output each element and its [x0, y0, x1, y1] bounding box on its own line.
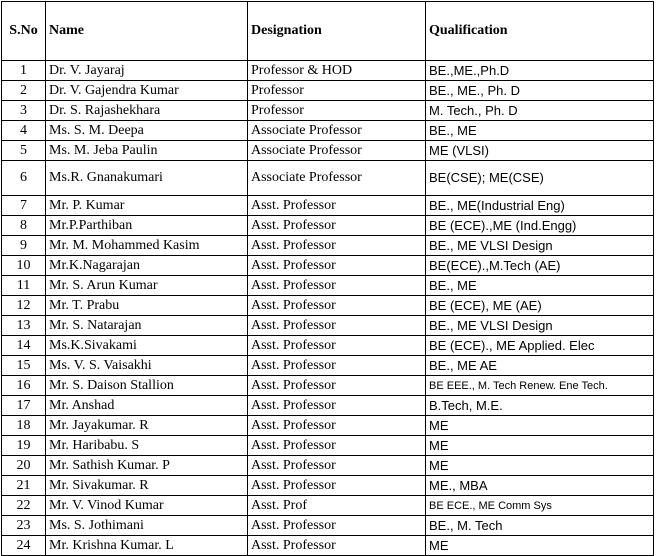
- faculty-table: [1, 1, 654, 556]
- cell-sno: 3: [2, 101, 46, 121]
- cell-designation: Asst. Professor: [248, 356, 426, 376]
- cell-qualification: BE., ME., Ph. D: [426, 81, 654, 101]
- cell-sno: 14: [2, 336, 46, 356]
- table-row: [2, 516, 654, 536]
- table-header: [2, 2, 654, 61]
- cell-sno: 16: [2, 376, 46, 396]
- cell-qualification: BE.,ME.,Ph.D: [426, 61, 654, 81]
- cell-sno: 12: [2, 296, 46, 316]
- table-row: [2, 336, 654, 356]
- cell-name: Dr. S. Rajashekhara: [46, 101, 248, 121]
- cell-name: Mr. P. Kumar: [46, 196, 248, 216]
- cell-sno: 7: [2, 196, 46, 216]
- cell-qualification: BE., ME: [426, 276, 654, 296]
- table-row: [2, 536, 654, 556]
- cell-name: Mr. S. Natarajan: [46, 316, 248, 336]
- cell-name: Mr. S. Arun Kumar: [46, 276, 248, 296]
- cell-sno: 22: [2, 496, 46, 516]
- cell-name: Mr. Anshad: [46, 396, 248, 416]
- cell-name: Mr. Sathish Kumar. P: [46, 456, 248, 476]
- cell-qualification: ME: [426, 536, 654, 556]
- cell-sno: 13: [2, 316, 46, 336]
- table-row: [2, 81, 654, 101]
- cell-name: Ms. S. Jothimani: [46, 516, 248, 536]
- cell-name: Mr. T. Prabu: [46, 296, 248, 316]
- cell-name: Mr.P.Parthiban: [46, 216, 248, 236]
- cell-name: Mr. Sivakumar. R: [46, 476, 248, 496]
- table-row: [2, 316, 654, 336]
- cell-sno: 18: [2, 416, 46, 436]
- cell-sno: 8: [2, 216, 46, 236]
- cell-name: Ms. S. M. Deepa: [46, 121, 248, 141]
- cell-designation: Asst. Professor: [248, 196, 426, 216]
- cell-qualification: M. Tech., Ph. D: [426, 101, 654, 121]
- table-row: [2, 196, 654, 216]
- cell-qualification: BE ECE., ME Comm Sys: [426, 496, 654, 516]
- cell-designation: Professor & HOD: [248, 61, 426, 81]
- cell-sno: 11: [2, 276, 46, 296]
- cell-designation: Professor: [248, 81, 426, 101]
- cell-designation: Asst. Professor: [248, 436, 426, 456]
- cell-qualification: BE., M. Tech: [426, 516, 654, 536]
- cell-sno: 19: [2, 436, 46, 456]
- cell-sno: 20: [2, 456, 46, 476]
- cell-qualification: ME (VLSI): [426, 141, 654, 161]
- cell-name: Mr. Jayakumar. R: [46, 416, 248, 436]
- cell-sno: 24: [2, 536, 46, 556]
- cell-name: Ms. M. Jeba Paulin: [46, 141, 248, 161]
- cell-qualification: BE., ME VLSI Design: [426, 316, 654, 336]
- cell-qualification: BE(ECE).,M.Tech (AE): [426, 256, 654, 276]
- cell-designation: Asst. Professor: [248, 296, 426, 316]
- cell-name: Ms.R. Gnanakumari: [46, 161, 248, 196]
- table-row: [2, 256, 654, 276]
- table-row: [2, 161, 654, 196]
- cell-designation: Associate Professor: [248, 161, 426, 196]
- cell-qualification: BE (ECE), ME (AE): [426, 296, 654, 316]
- cell-designation: Asst. Professor: [248, 256, 426, 276]
- cell-qualification: BE EEE., M. Tech Renew. Ene Tech.: [426, 376, 654, 396]
- header-name: Name: [46, 2, 248, 61]
- table-row: [2, 376, 654, 396]
- cell-qualification: ME: [426, 456, 654, 476]
- cell-name: Ms. V. S. Vaisakhi: [46, 356, 248, 376]
- cell-sno: 10: [2, 256, 46, 276]
- cell-designation: Asst. Professor: [248, 416, 426, 436]
- cell-sno: 15: [2, 356, 46, 376]
- cell-designation: Asst. Professor: [248, 236, 426, 256]
- cell-qualification: BE., ME AE: [426, 356, 654, 376]
- table-row: [2, 61, 654, 81]
- table-row: [2, 236, 654, 256]
- table-row: [2, 496, 654, 516]
- header-row: [2, 2, 654, 61]
- table-row: [2, 456, 654, 476]
- cell-designation: Asst. Professor: [248, 336, 426, 356]
- cell-name: Mr. Krishna Kumar. L: [46, 536, 248, 556]
- cell-name: Mr. V. Vinod Kumar: [46, 496, 248, 516]
- cell-designation: Asst. Professor: [248, 536, 426, 556]
- cell-sno: 2: [2, 81, 46, 101]
- cell-designation: Asst. Professor: [248, 456, 426, 476]
- table-row: [2, 396, 654, 416]
- table-row: [2, 356, 654, 376]
- cell-sno: 4: [2, 121, 46, 141]
- cell-name: Mr. Haribabu. S: [46, 436, 248, 456]
- table-row: [2, 101, 654, 121]
- cell-qualification: ME: [426, 436, 654, 456]
- cell-designation: Asst. Professor: [248, 376, 426, 396]
- table-body: [2, 61, 654, 556]
- cell-qualification: BE., ME: [426, 121, 654, 141]
- cell-sno: 23: [2, 516, 46, 536]
- cell-qualification: BE(CSE); ME(CSE): [426, 161, 654, 196]
- cell-sno: 17: [2, 396, 46, 416]
- cell-name: Mr.K.Nagarajan: [46, 256, 248, 276]
- header-designation: Designation: [248, 2, 426, 61]
- table-row: [2, 476, 654, 496]
- cell-qualification: BE., ME(Industrial Eng): [426, 196, 654, 216]
- cell-qualification: B.Tech, M.E.: [426, 396, 654, 416]
- header-qualification: Qualification: [426, 2, 654, 61]
- table-row: [2, 416, 654, 436]
- table-row: [2, 216, 654, 236]
- cell-name: Dr. V. Jayaraj: [46, 61, 248, 81]
- cell-sno: 1: [2, 61, 46, 81]
- cell-designation: Asst. Prof: [248, 496, 426, 516]
- cell-designation: Professor: [248, 101, 426, 121]
- cell-qualification: BE (ECE)., ME Applied. Elec: [426, 336, 654, 356]
- cell-qualification: BE., ME VLSI Design: [426, 236, 654, 256]
- cell-name: Mr. S. Daison Stallion: [46, 376, 248, 396]
- cell-sno: 6: [2, 161, 46, 196]
- table-row: [2, 436, 654, 456]
- cell-qualification: ME: [426, 416, 654, 436]
- table-row: [2, 121, 654, 141]
- cell-designation: Asst. Professor: [248, 396, 426, 416]
- cell-designation: Asst. Professor: [248, 476, 426, 496]
- cell-sno: 9: [2, 236, 46, 256]
- cell-designation: Asst. Professor: [248, 216, 426, 236]
- cell-qualification: ME., MBA: [426, 476, 654, 496]
- cell-name: Mr. M. Mohammed Kasim: [46, 236, 248, 256]
- header-sno: S.No: [2, 2, 46, 61]
- table-row: [2, 276, 654, 296]
- cell-designation: Asst. Professor: [248, 316, 426, 336]
- table-row: [2, 296, 654, 316]
- cell-name: Dr. V. Gajendra Kumar: [46, 81, 248, 101]
- cell-sno: 21: [2, 476, 46, 496]
- cell-designation: Associate Professor: [248, 121, 426, 141]
- cell-sno: 5: [2, 141, 46, 161]
- cell-designation: Asst. Professor: [248, 516, 426, 536]
- cell-designation: Associate Professor: [248, 141, 426, 161]
- table-row: [2, 141, 654, 161]
- cell-qualification: BE (ECE).,ME (Ind.Engg): [426, 216, 654, 236]
- cell-name: Ms.K.Sivakami: [46, 336, 248, 356]
- cell-designation: Asst. Professor: [248, 276, 426, 296]
